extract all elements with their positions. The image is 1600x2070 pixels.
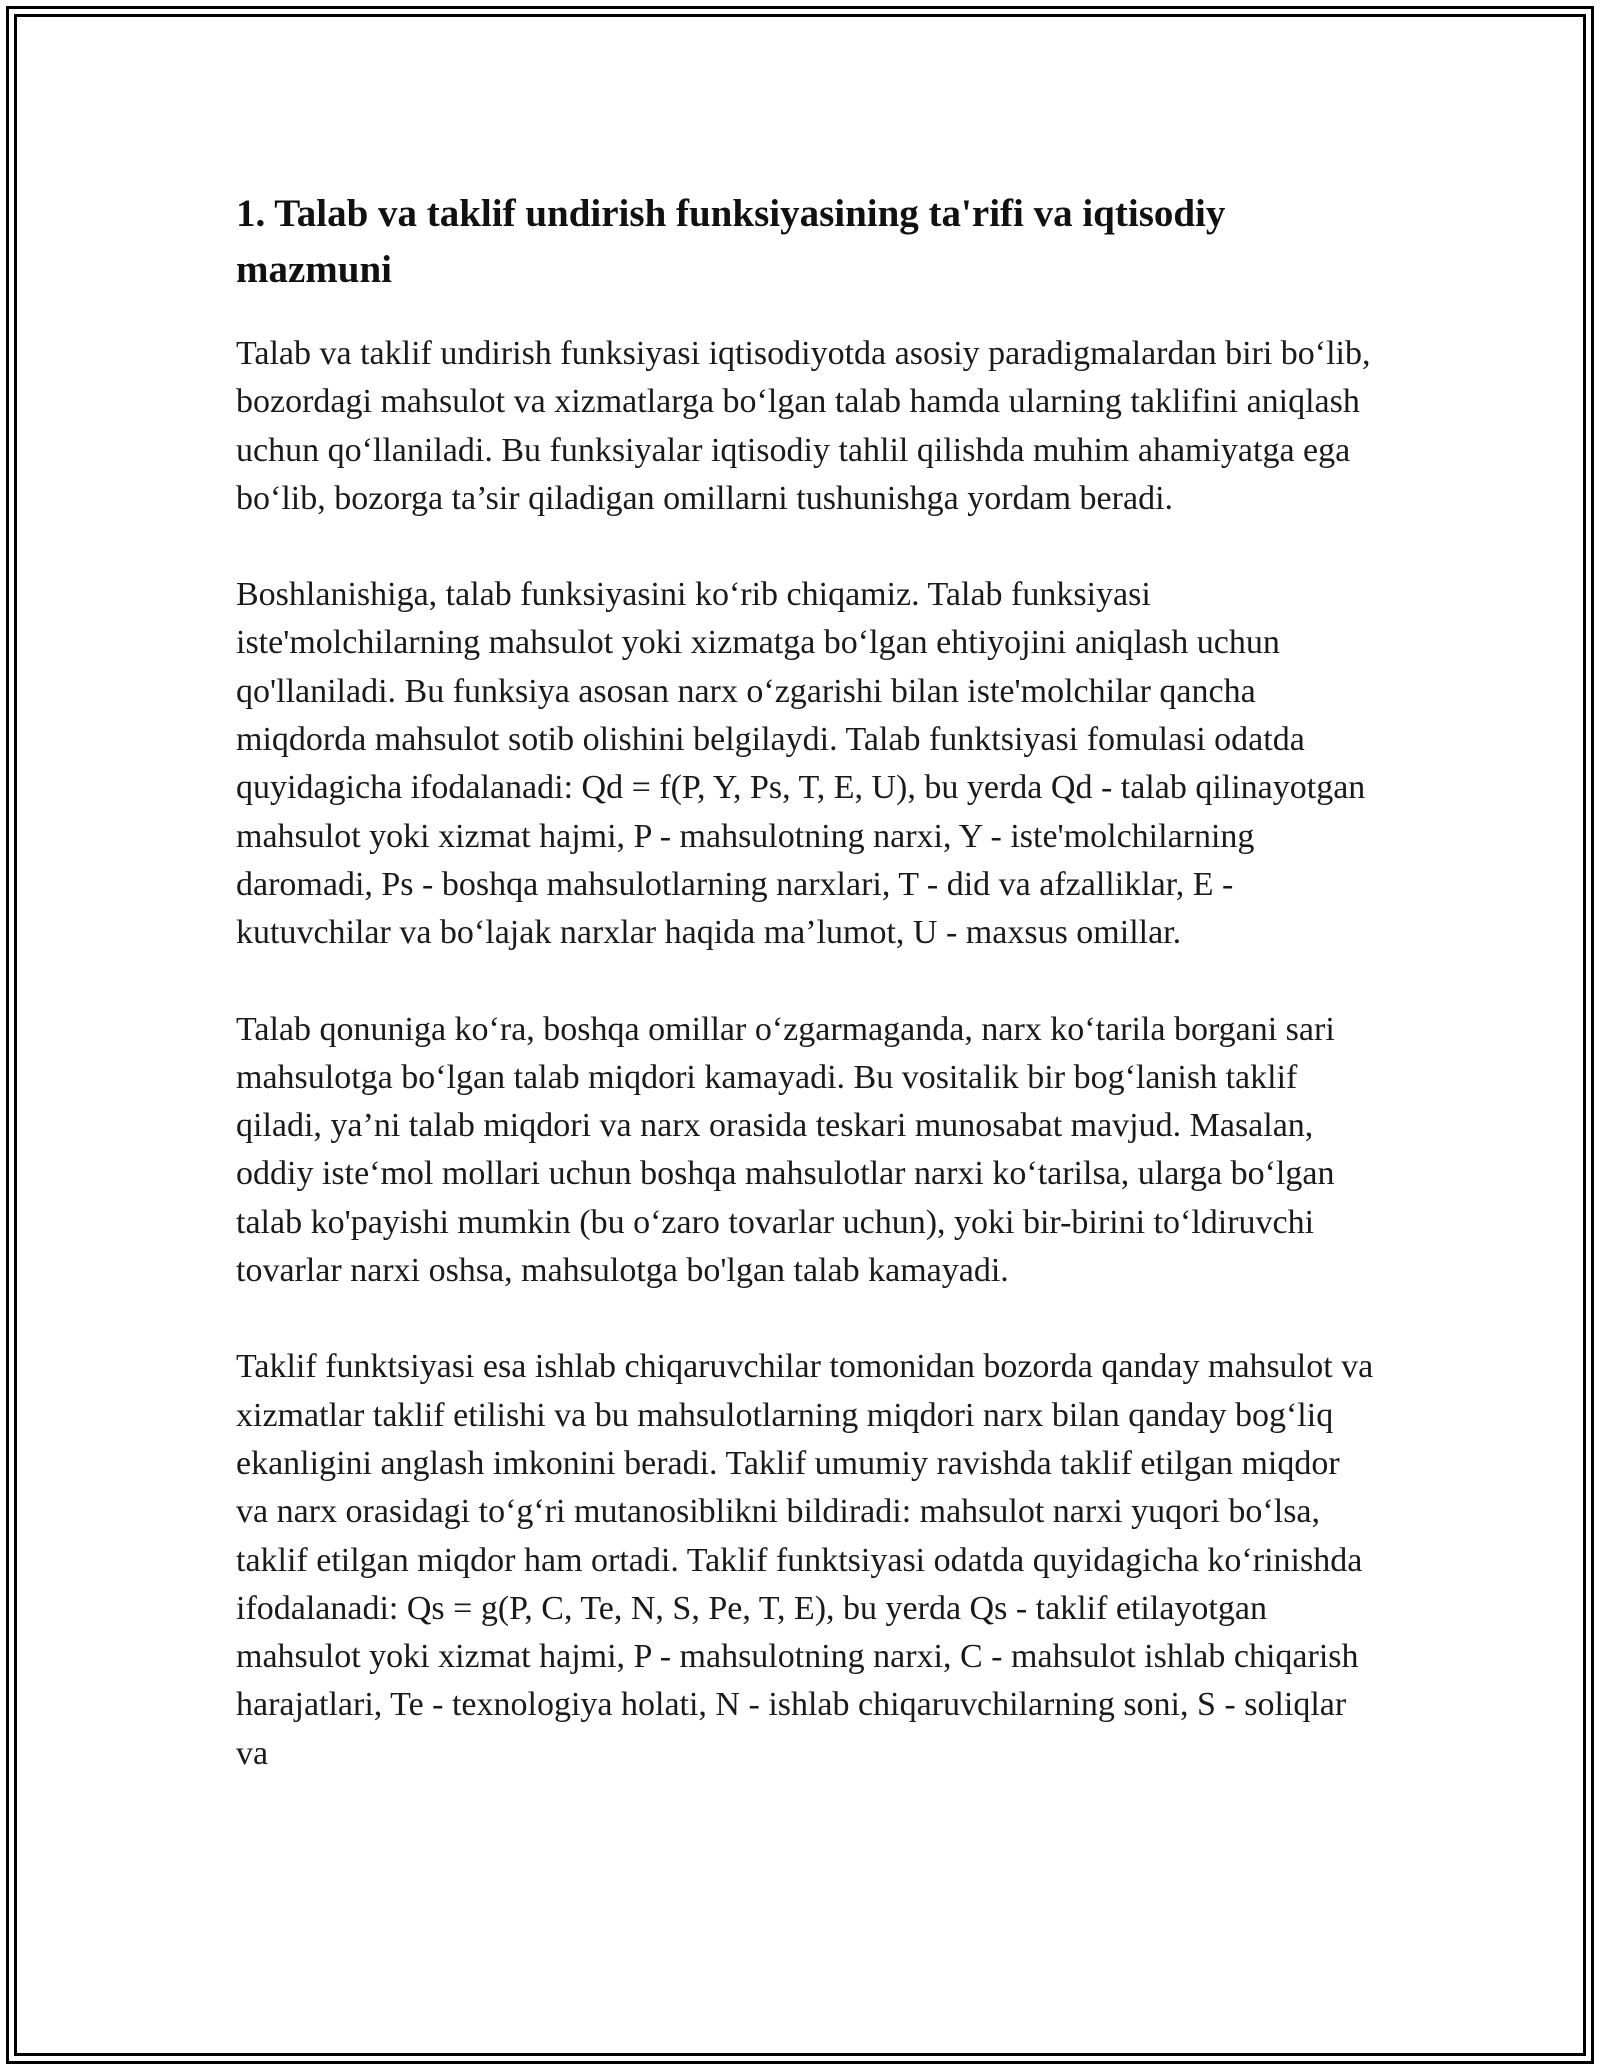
paragraph-law-of-demand: Talab qonuniga ko‘ra, boshqa omillar o‘zgarmaganda, narx ko‘tarila borgani sari mahsulotga bo‘lgan talab miqdori kamayadi. Bu vositalik bir bog‘lanish taklif qiladi, ya’ni talab miqdori va narx orasida teskari munosabat mavjud. Masalan, oddiy iste‘mol mollari uchun boshqa mahsulotlar narxi ko‘tarilsa, ularga bo‘lgan talab ko'payishi mumkin (bu o‘zaro tovarlar uchun), yoki bir-birini to‘ldiruvchi tovarlar narxi oshsa, mahsulotga bo'lgan talab kamayadi.: [236, 1010, 1335, 1290]
document-body: [236, 186, 1376, 1826]
section-heading: 1. Talab va taklif undirish funksiyasining ta'rifi va iqtisodiy mazmuni: [236, 192, 1226, 291]
paragraph-intro: Talab va taklif undirish funksiyasi iqtisodiyotda asosiy paradigmalardan biri bo‘lib, bozordagi mahsulot va xizmatlarga bo‘lgan talab hamda ularning taklifini aniqlash uchun qo‘llaniladi. Bu funksiyalar iqtisodiy tahlil qilishda muhim ahamiyatga ega bo‘lib, bozorga ta’sir qiladigan omillarni tushunishga yordam beradi.: [236, 335, 1371, 517]
paragraph-supply-function: Taklif funktsiyasi esa ishlab chiqaruvchilar tomonidan bozorda qanday mahsulot va xizmatlar taklif etilishi va bu mahsulotlarning miqdori narx bilan qanday bog‘liq ekanligini anglash imkonini beradi. Taklif umumiy ravishda taklif etilgan miqdor va narx orasidagi to‘g‘ri mutanosiblikni bildiradi: mahsulot narxi yuqori bo‘lsa, taklif etilgan miqdor ham ortadi. Taklif funktsiyasi odatda quyidagicha ko‘rinishda ifodalanadi: Qs = g(P, C, Te, N, S, Pe, T, E), bu yerda Qs - taklif etilayotgan mahsulot yoki xizmat hajmi, P - mahsulotning narxi, C - mahsulot ishlab chiqarish harajatlari, Te - texnologiya holati, N - ishlab chiqaruvchilarning soni, S - soliqlar va: [236, 1348, 1374, 1772]
paragraph-demand-function: Boshlanishiga, talab funksiyasini ko‘rib chiqamiz. Talab funksiyasi iste'molchilarning mahsulot yoki xizmatga bo‘lgan ehtiyojini aniqlash uchun qo'llaniladi. Bu funksiya asosan narx o‘zgarishi bilan iste'molchilar qancha miqdorda mahsulot sotib olishini belgilaydi. Talab funktsiyasi fomulasi odatda quyidagicha ifodalanadi: Qd = f(P, Y, Ps, T, E, U), bu yerda Qd - talab qilinayotgan mahsulot yoki xizmat hajmi, P - mahsulotning narxi, Y - iste'molchilarning daromadi, Ps - boshqa mahsulotlarning narxlari, T - did va afzalliklar, E - kutuvchilar va bo‘lajak narxlar haqida ma’lumot, U - maxsus omillar.: [236, 576, 1366, 952]
